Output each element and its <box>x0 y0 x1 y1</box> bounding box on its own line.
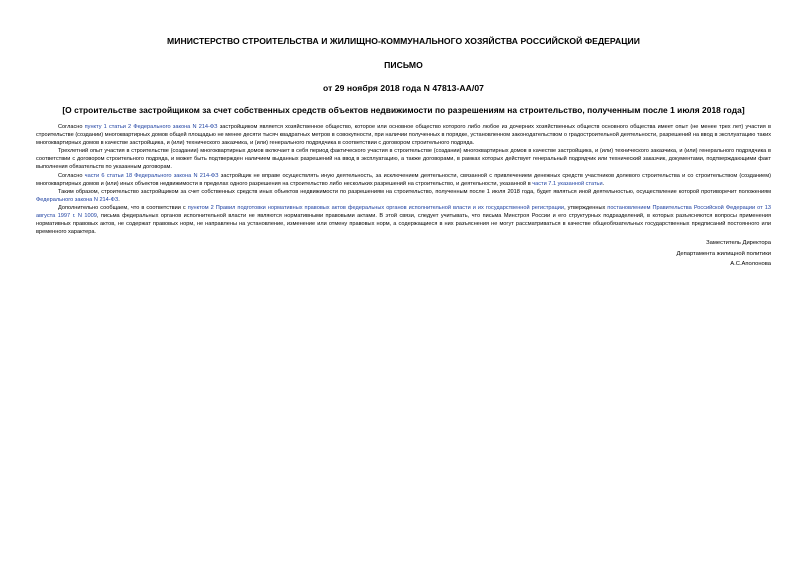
link-law-214-art18-part6[interactable]: части 6 статьи 18 Федерального закона N 214-ФЗ <box>84 172 219 179</box>
paragraph-3 <box>36 173 771 189</box>
paragraph-3-text-a: Согласно <box>58 172 85 179</box>
paragraph-5 <box>36 205 771 237</box>
document-body <box>36 124 771 237</box>
paragraph-4-text-a: Таким образом, строительство застройщиком за счет собственных средств иных объектов недвижимости по разрешениям на строительство, полученным после 1 июля 2018 года, будет являться иной деятельностью, осуществление которой противоречит положениям <box>58 189 771 196</box>
paragraph-1 <box>36 124 771 148</box>
paragraph-2-text: Трехлетний опыт участия в строительстве (создании) многоквартирных домов включает в себя период фактического участия в строительстве (создании) многоквартирных домов в качестве застройщика, и (или) технического заказчика, и (или) генерального подрядчика в соответствии с договором строительного подряда, и может быть подтвержден наличием выданных разрешений на ввод в эксплуатацию, а также договорами, в рамках которых действует генеральный подрядчик или технический заказчик, документами, подтверждающими факт выполнения обязательств по указанным договорам. <box>36 148 771 171</box>
document-subject: [О строительстве застройщиком за счет собственных средств объектов недвижимости по разрешениям на строительство, полученным после 1 июля 2018 года] <box>62 105 745 115</box>
paragraph-5-text-a: Дополнительно сообщаем, что в соответствии с <box>58 205 188 212</box>
paragraph-1-text-a: Согласно <box>58 124 85 130</box>
paragraph-1-text-b: застройщиком является хозяйственное общество, которое или основное общество которого либо любое из дочерних хозяйственных обществ основного общества имеет опыт (не менее трех лет) участия в строительстве (создании) многоквартирных домов общей площадью не менее десяти тысяч квадратных метров в совокупности, при наличии полученных в порядке, установленном законодательством о градостроительной деятельности, разрешений на ввод в эксплуатацию таких многоквартирных домов в качестве застройщика, и (или) технического заказчика, и (или) генерального подрядчика в соответствии с договором строительного подряда. <box>36 124 771 146</box>
document-date-number: от 29 ноября 2018 года N 47813-АА/07 <box>322 83 484 93</box>
paragraph-5-text-b: , утвержденных <box>564 205 608 212</box>
document-type: ПИСЬМО <box>384 60 423 70</box>
link-government-decree-1009[interactable]: постановлением Правительства Российской Федерации от 13 августа 1997 г. N 1009 <box>36 205 771 220</box>
link-law-214-art2[interactable]: пункту 1 статьи 2 Федерального закона N 214-ФЗ <box>84 124 218 130</box>
ministry-title: МИНИСТЕРСТВО СТРОИТЕЛЬСТВА И ЖИЛИЩНО-КОММУНАЛЬНОГО ХОЗЯЙСТВА РОССИЙСКОЙ ФЕДЕРАЦИИ <box>167 36 640 46</box>
link-art18-part7-1[interactable]: части 7.1 указанной статьи <box>532 180 603 187</box>
paragraph-3-text-c: . <box>602 180 605 187</box>
signature-name: А.С.Аполонова <box>730 261 771 268</box>
paragraph-4-text-b: . <box>118 196 120 203</box>
link-rules-point-2[interactable]: пунктом 2 Правил подготовки нормативных правовых актов федеральных органов исполнительной власти и их государственной регистрации <box>187 205 565 212</box>
paragraph-4 <box>36 189 771 205</box>
link-law-214[interactable]: Федерального закона N 214-ФЗ <box>36 196 119 203</box>
paragraph-5-text-c: , письма федеральных органов исполнительной власти не являются нормативными правовыми актами. В этой связи, следует учитывать, что письма Минстроя России и его структурных подразделений, в которых разъясняются вопросы применения нормативных правовых актов, не содержат правовых норм, не направлены на установление, изменение или отмену правовых норм, а содержащиеся в них разъяснения не могут рассматриваться в качестве общеобязательных государственных предписаний постоянного или временного характера. <box>36 213 771 236</box>
signature-block <box>36 238 771 270</box>
document-page <box>36 30 771 270</box>
signature-department: Департамента жилищной политики <box>676 250 771 257</box>
paragraph-3-text-b: застройщик не вправе осуществлять иную деятельность, за исключением деятельности, связанной с привлечением денежных средств участников долевого строительства и со строительством (созданием) многоквартирных домов и (или) иных объектов недвижимости в пределах одного разрешения на строительство либо нескольких разрешений на строительство, и деятельности, указанной в <box>36 172 772 187</box>
paragraph-2 <box>36 148 771 172</box>
signature-position: Заместитель Директора <box>706 240 771 247</box>
